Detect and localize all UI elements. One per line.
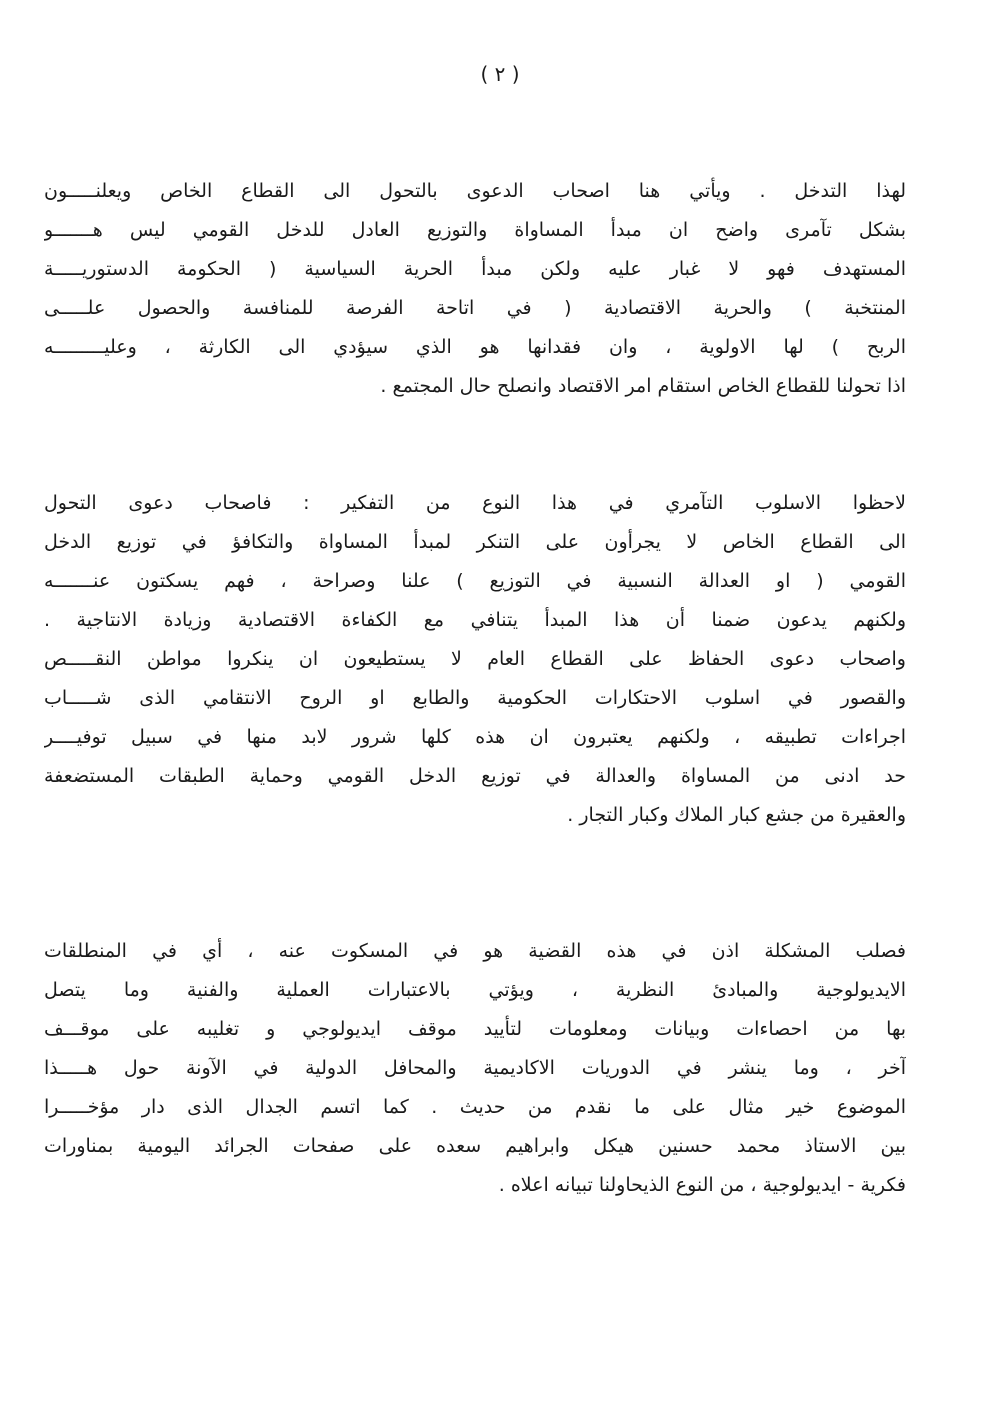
text-line: المستهدف فهو لا غبار عليه ولكن مبدأ الحرية السياسية ( الحكومة الدستوريـــــة [44,258,906,280]
text-line: الربح ) لها الاولوية ، وان فقدانها هو الذي سيؤدي الى الكارثة ، وعليـــــــــه [44,336,906,358]
text-line: الايديولوجية والمبادئ النظرية ، ويؤتي بالاعتبارات العملية والفنية وما يتصل [44,979,906,1001]
text-line: بها من احصاءات وبيانات ومعلومات لتأييد موقف ايديولوجي و تغليبه على موقـــف [44,1018,906,1040]
page-number: ( ٢ ) [480,62,520,86]
text-line: القومي ( او العدالة النسبية في التوزيع ) علنا وصراحة ، فهم يسكتون عنـــــــه [44,570,906,592]
text-line: لاحظوا الاسلوب التآمري في هذا النوع من التفكير : فاصحاب دعوى التحول [44,492,906,514]
text-line: لهذا التدخل . ويأتي هنا اصحاب الدعوى بالتحول الى القطاع الخاص ويعلنـــــون [44,180,906,202]
paragraph-1 [44,172,906,406]
text-line: واصحاب دعوى الحفاظ على القطاع العام لا يستطيعون ان ينكروا مواطن النقـــــص [44,648,906,670]
text-line: آخر ، وما ينشر في الدوريات الاكاديمية والمحافل الدولية في الآونة حول هـــــذا [44,1057,906,1079]
text-line: الى القطاع الخاص لا يجرأون على التنكر لمبدأ المساواة والتكافؤ في توزيع الدخل [44,531,906,553]
text-line: ولكنهم يدعون ضمنا أن هذا المبدأ يتنافي مع الكفاءة الاقتصادية وزيادة الانتاجية . [44,609,906,631]
text-line: فكرية - ايديولوجية ، من النوع الذيحاولنا تبيانه اعلاه . [498,1174,906,1196]
text-line: اذا تحولنا للقطاع الخاص استقام امر الاقتصاد وانصلح حال المجتمع . [380,375,906,397]
text-line: بشكل تآمرى واضح ان مبدأ المساواة والتوزيع العادل للدخل القومي ليس هـــــــو [44,219,906,241]
text-line: المنتخبة ) والحرية الاقتصادية ( في اتاحة الفرصة للمنافسة والحصول علـــــى [44,297,906,319]
text-line: فصلب المشكلة اذن في هذه القضية هو في المسكوت عنه ، أي في المنطلقات [44,940,906,962]
text-line: الموضوع خير مثال على ما نقدم من حديث . كما اتسم الجدال الذى دار مؤخـــــرا [44,1096,906,1118]
text-line: والعقيرة من جشع كبار الملاك وكبار التجار . [567,804,906,826]
paragraph-2 [44,484,906,835]
text-line: حد ادنى من المساواة والعدالة في توزيع الدخل القومي وحماية الطبقات المستضعفة [44,765,906,787]
paragraph-3 [44,932,906,1205]
text-line: بين الاستاذ محمد حسنين هيكل وابراهيم سعده على صفحات الجرائد اليومية بمناورات [44,1135,906,1157]
text-line: والقصور في اسلوب الاحتكارات الحكومية والطابع او الروح الانتقامي الذى شـــــاب [44,687,906,709]
text-line: اجراءات تطبيقه ، ولكنهم يعتبرون ان هذه كلها شرور لابد منها في سبيل توفيــــر [44,726,906,748]
